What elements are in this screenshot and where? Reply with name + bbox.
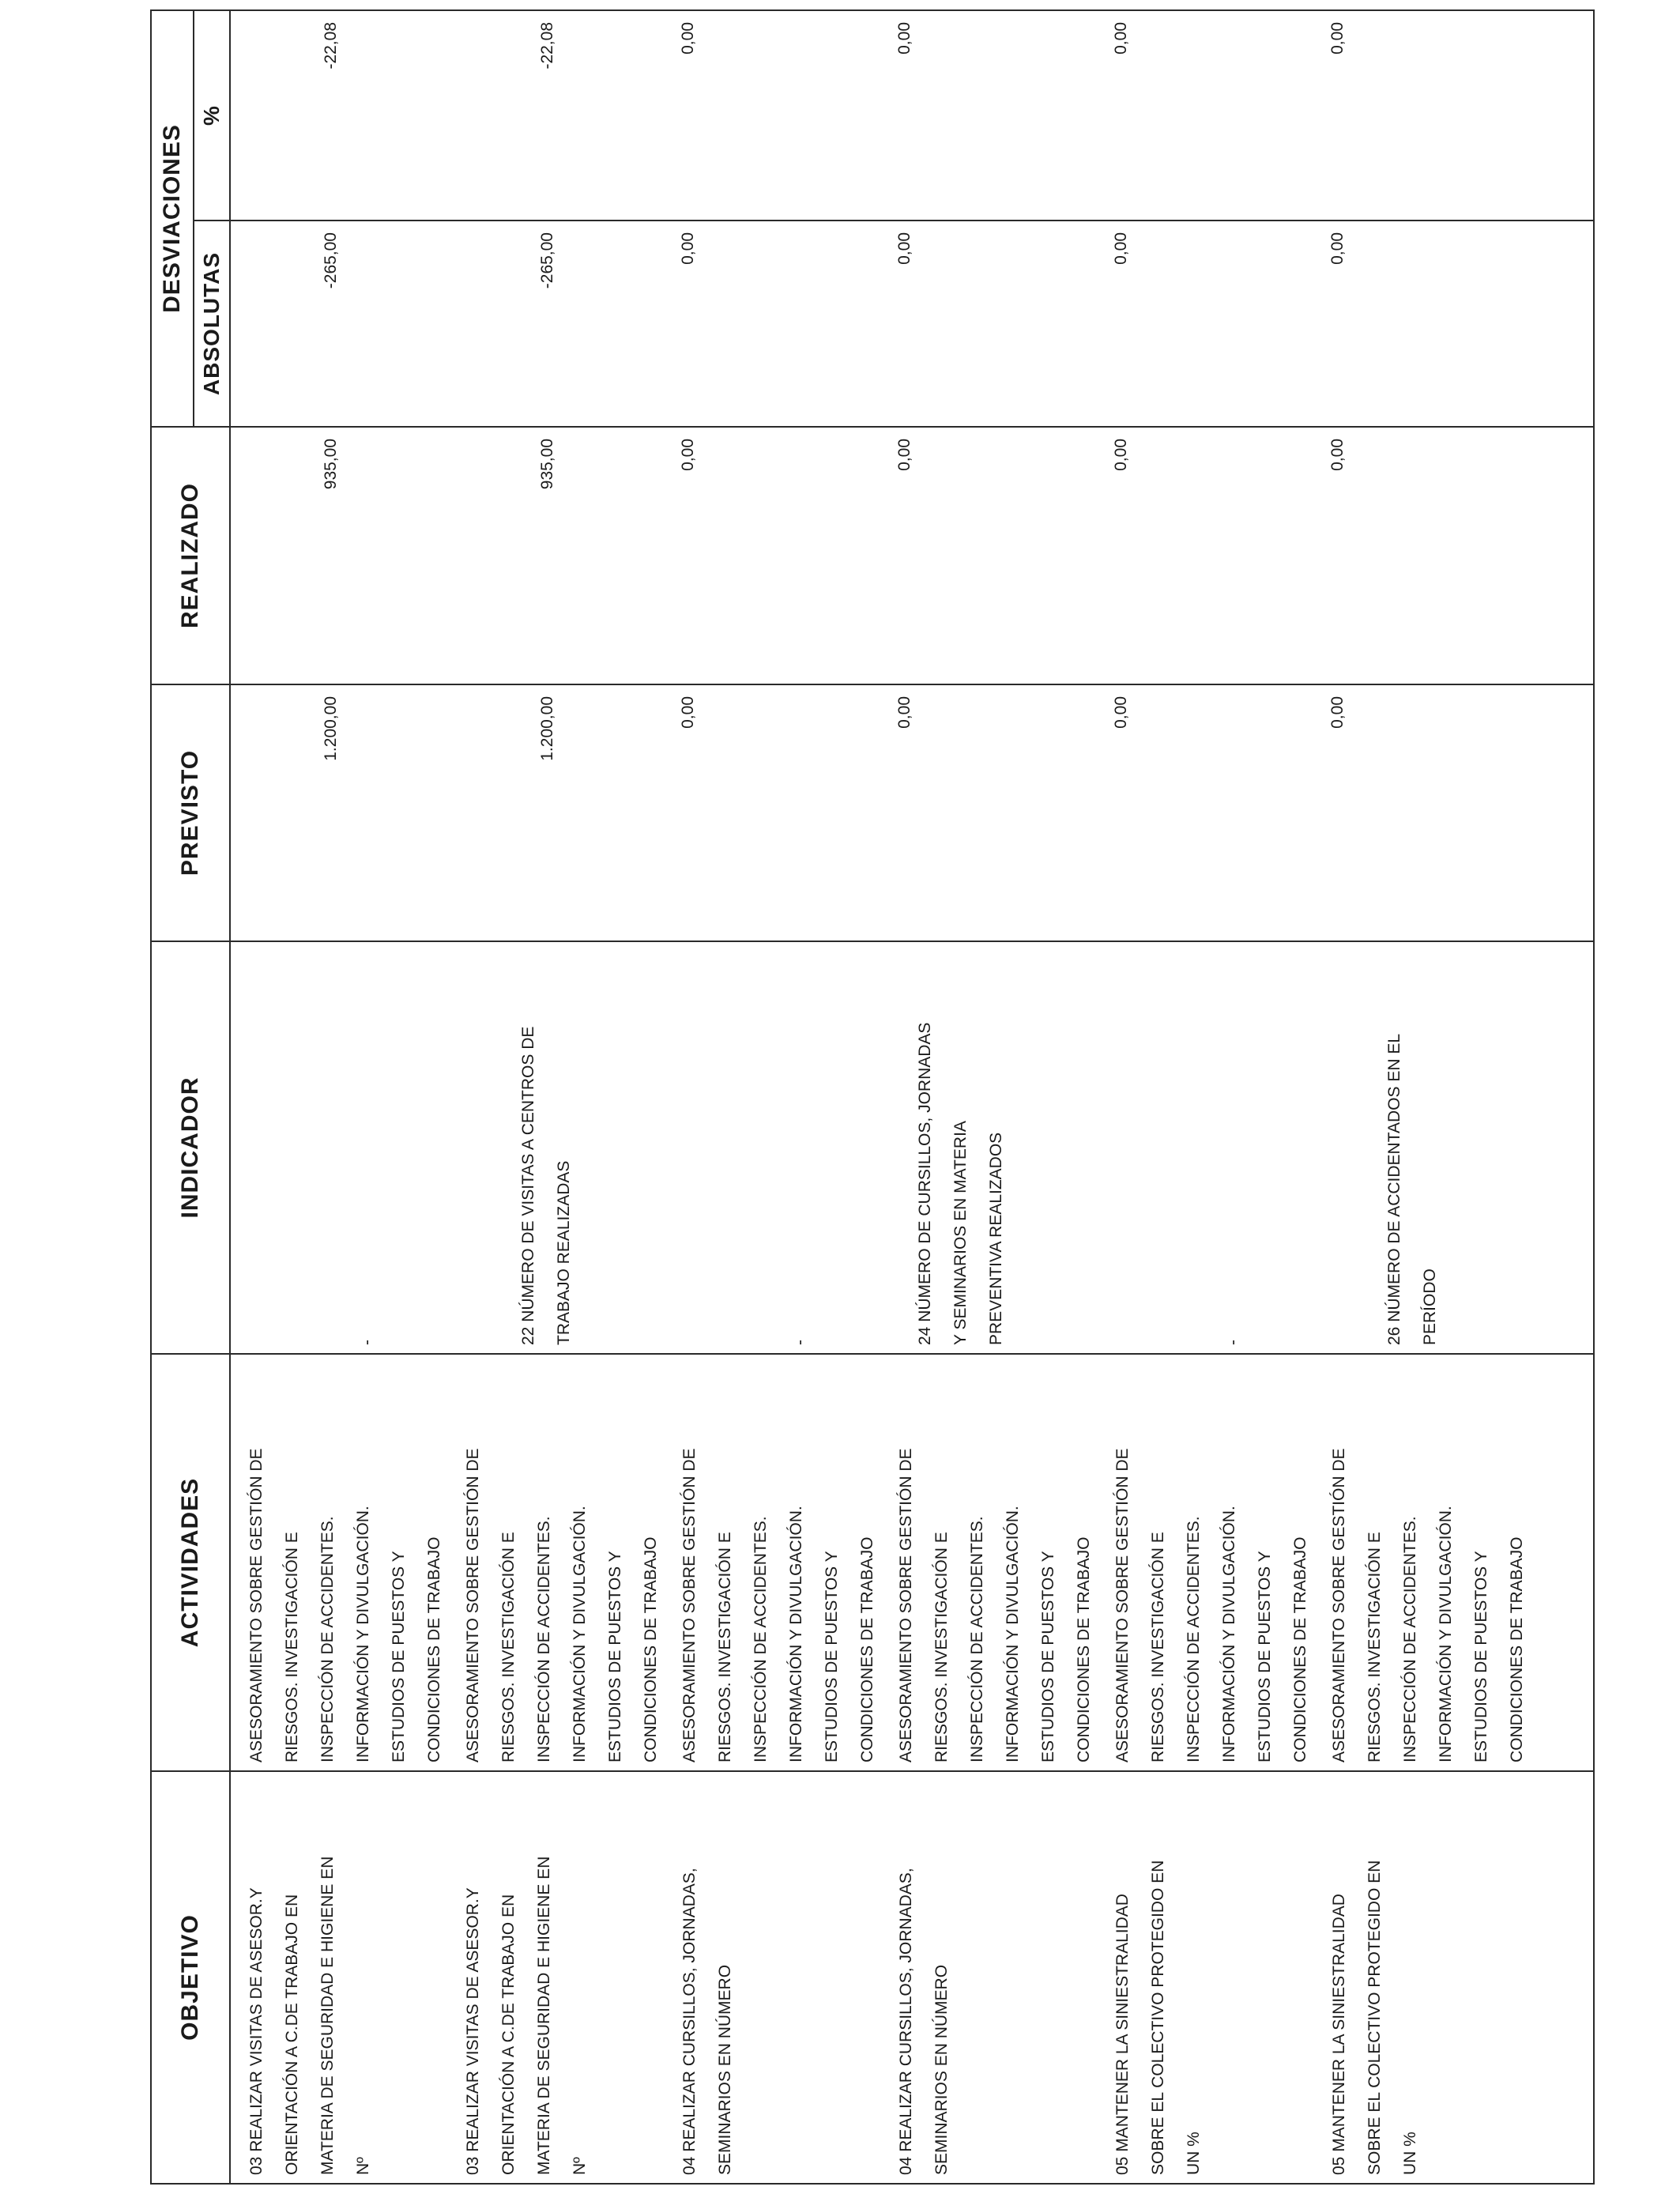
- porcentaje-value: 0,00: [895, 22, 913, 55]
- indicador-text: 26 NÚMERO DE ACCIDENTADOS EN EL PERÍODO: [1385, 1033, 1439, 1345]
- indicador-text: -: [791, 1340, 809, 1345]
- realizado-value: 935,00: [322, 439, 340, 490]
- header-previsto: PREVISTO: [151, 684, 230, 941]
- porcentaje-value: 0,00: [1328, 22, 1347, 55]
- objetivo-text: 04 REALIZAR CURSILLOS, JORNADAS, SEMINARIOS EN NÚMERO: [680, 1868, 734, 2175]
- absolutas-value: 0,00: [1112, 232, 1130, 265]
- actividades-column: [230, 1354, 1594, 1771]
- previsto-value: 1.200,00: [322, 696, 340, 761]
- indicador-text: 22 NÚMERO DE VISITAS A CENTROS DE TRABAJO REALIZADAS: [519, 1026, 573, 1345]
- indicador-column: [230, 941, 1594, 1354]
- objetivo-column: [230, 1771, 1594, 2184]
- previsto-value: 0,00: [1328, 696, 1347, 729]
- porcentaje-value: 0,00: [679, 22, 697, 55]
- objetivo-text: 03 REALIZAR VISITAS DE ASESOR.Y ORIENTACIÓN A C.DE TRABAJO EN MATERIA DE SEGURIDAD E HIGIENE EN Nº: [464, 1856, 589, 2175]
- porcentaje-value: -22,08: [538, 22, 556, 70]
- absolutas-value: -265,00: [538, 232, 556, 289]
- absolutas-value: 0,00: [679, 232, 697, 265]
- header-absolutas: ABSOLUTAS: [194, 221, 230, 427]
- porcentaje-value: 0,00: [1112, 22, 1130, 55]
- indicador-text: -: [358, 1340, 376, 1345]
- previsto-value: 0,00: [1112, 696, 1130, 729]
- realizado-value: 0,00: [895, 439, 913, 471]
- realizado-value: 0,00: [1328, 439, 1347, 471]
- table-body-row: [230, 10, 1594, 2184]
- absolutas-value: 0,00: [1328, 232, 1347, 265]
- rotated-table-wrapper: [150, 11, 1549, 2185]
- realizado-column: [230, 427, 1594, 684]
- actividades-text: ASESORAMIENTO SOBRE GESTIÓN DE RIESGOS. INVESTIGACIÓN E INSPECCIÓN DE ACCIDENTES. INFORMACIÓN Y DIVULGACIÓN. ESTUDIOS DE PUESTOS Y CONDICIONES DE TRABAJO: [897, 1448, 1093, 1762]
- header-realizado: REALIZADO: [151, 427, 230, 684]
- objetivo-text: 03 REALIZAR VISITAS DE ASESOR.Y ORIENTACIÓN A C.DE TRABAJO EN MATERIA DE SEGURIDAD E HIGIENE EN Nº: [247, 1856, 372, 2175]
- realizado-value: 935,00: [538, 439, 556, 490]
- objetivo-text: 05 MANTENER LA SINIESTRALIDAD SOBRE EL COLECTIVO PROTEGIDO EN UN %: [1113, 1860, 1203, 2175]
- header-objetivo: OBJETIVO: [151, 1771, 230, 2184]
- actividades-text: ASESORAMIENTO SOBRE GESTIÓN DE RIESGOS. INVESTIGACIÓN E INSPECCIÓN DE ACCIDENTES. INFORMACIÓN Y DIVULGACIÓN. ESTUDIOS DE PUESTOS Y CONDICIONES DE TRABAJO: [247, 1448, 443, 1762]
- actividades-text: ASESORAMIENTO SOBRE GESTIÓN DE RIESGOS. INVESTIGACIÓN E INSPECCIÓN DE ACCIDENTES. INFORMACIÓN Y DIVULGACIÓN. ESTUDIOS DE PUESTOS Y CONDICIONES DE TRABAJO: [680, 1448, 876, 1762]
- absolutas-value: 0,00: [895, 232, 913, 265]
- objetivo-text: 05 MANTENER LA SINIESTRALIDAD SOBRE EL COLECTIVO PROTEGIDO EN UN %: [1330, 1860, 1419, 2175]
- actividades-text: ASESORAMIENTO SOBRE GESTIÓN DE RIESGOS. INVESTIGACIÓN E INSPECCIÓN DE ACCIDENTES. INFORMACIÓN Y DIVULGACIÓN. ESTUDIOS DE PUESTOS Y CONDICIONES DE TRABAJO: [1113, 1448, 1309, 1762]
- actividades-text: ASESORAMIENTO SOBRE GESTIÓN DE RIESGOS. INVESTIGACIÓN E INSPECCIÓN DE ACCIDENTES. INFORMACIÓN Y DIVULGACIÓN. ESTUDIOS DE PUESTOS Y CONDICIONES DE TRABAJO: [1330, 1448, 1526, 1762]
- header-porcentaje: %: [194, 10, 230, 221]
- previsto-column: [230, 684, 1594, 941]
- header-desviaciones: DESVIACIONES: [151, 10, 194, 427]
- realizado-value: 0,00: [679, 439, 697, 471]
- objetivo-text: 04 REALIZAR CURSILLOS, JORNADAS, SEMINARIOS EN NÚMERO: [897, 1868, 951, 2175]
- previsto-value: 1.200,00: [538, 696, 556, 761]
- indicador-text: 24 NÚMERO DE CURSILLOS, JORNADAS Y SEMINARIOS EN MATERIA PREVENTIVA REALIZADOS: [916, 1022, 1005, 1345]
- absolutas-column: [230, 221, 1594, 427]
- header-indicador: INDICADOR: [151, 941, 230, 1354]
- absolutas-value: -265,00: [322, 232, 340, 289]
- previsto-value: 0,00: [679, 696, 697, 729]
- porcentaje-column: [230, 10, 1594, 221]
- previsto-value: 0,00: [895, 696, 913, 729]
- actividades-text: ASESORAMIENTO SOBRE GESTIÓN DE RIESGOS. INVESTIGACIÓN E INSPECCIÓN DE ACCIDENTES. INFORMACIÓN Y DIVULGACIÓN. ESTUDIOS DE PUESTOS Y CONDICIONES DE TRABAJO: [464, 1448, 660, 1762]
- indicators-table: [150, 9, 1595, 2185]
- realizado-value: 0,00: [1112, 439, 1130, 471]
- page: [150, 11, 1549, 2185]
- porcentaje-value: -22,08: [322, 22, 340, 70]
- indicador-text: -: [1224, 1340, 1242, 1345]
- header-actividades: ACTIVIDADES: [151, 1354, 230, 1771]
